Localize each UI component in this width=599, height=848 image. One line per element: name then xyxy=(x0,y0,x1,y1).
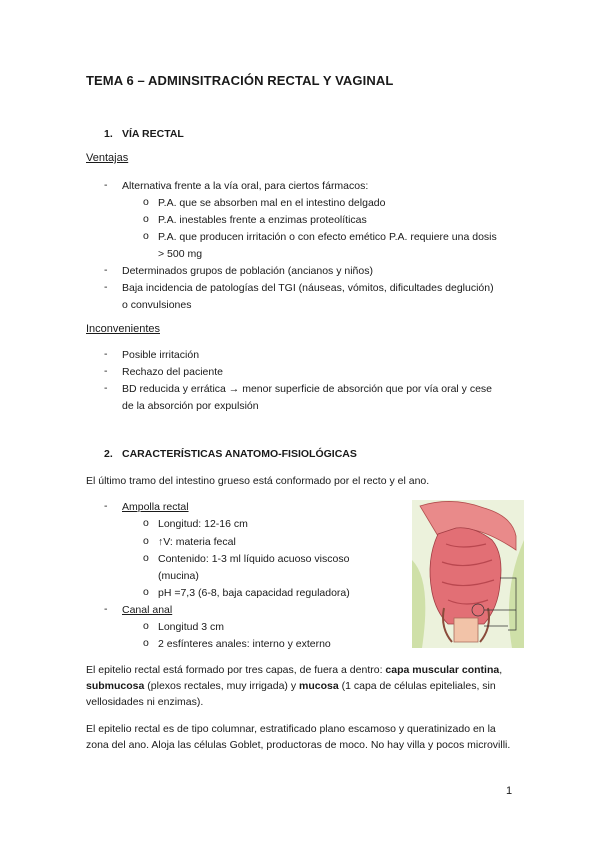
circle-bullet: o xyxy=(143,517,149,529)
ampolla-item-1: Longitud: 12-16 cm xyxy=(158,518,248,530)
ventaja-sub-2: P.A. inestables frente a enzimas proteolíticas xyxy=(158,214,367,226)
ampolla-label: Ampolla rectal xyxy=(122,501,189,513)
inconveniente-item-2: Rechazo del paciente xyxy=(122,366,223,378)
dash-bullet: - xyxy=(104,179,108,191)
inconveniente-item-3-cont: de la absorción por expulsión xyxy=(122,400,259,412)
section-1-heading xyxy=(104,128,184,140)
ventaja-sub-3-cont: > 500 mg xyxy=(158,248,203,260)
section-2-title: CARACTERÍSTICAS ANATOMO-FISIOLÓGICAS xyxy=(122,448,357,460)
section-1-number: 1. xyxy=(104,128,113,140)
dash-bullet: - xyxy=(104,348,108,360)
inconveniente-item-3: BD reducida y errática → menor superficie de absorción que por vía oral y cese xyxy=(122,383,493,395)
ampolla-item-3: Contenido: 1-3 ml líquido acuoso viscoso xyxy=(158,553,350,565)
circle-bullet: o xyxy=(143,196,149,208)
section-2-heading xyxy=(104,448,357,460)
inconveniente-item-1: Posible irritación xyxy=(122,349,200,361)
text-span: (plexos rectales, muy irrigada) y xyxy=(144,680,299,692)
bold-term: mucosa xyxy=(299,680,339,692)
section-1-title: VÍA RECTAL xyxy=(122,128,184,140)
ampolla-item-4: pH =7,3 (6-8, baja capacidad reguladora) xyxy=(158,587,350,599)
rectum-anatomy-illustration xyxy=(412,500,524,648)
dash-bullet: - xyxy=(104,603,108,615)
text-span: El epitelio rectal está formado por tres capas, de fuera a dentro: xyxy=(86,664,386,676)
section-2-number: 2. xyxy=(104,448,113,460)
ventaja-item-3-cont: o convulsiones xyxy=(122,299,192,311)
circle-bullet: o xyxy=(143,230,149,242)
text-span: , xyxy=(499,664,503,676)
dash-bullet: - xyxy=(104,500,108,512)
text-span: (1 capa de células epiteliales, sin vellosidades ni enzimas). xyxy=(86,680,496,708)
ventaja-item-1: Alternativa frente a la vía oral, para ciertos fármacos: xyxy=(122,180,369,192)
canal-item-2: 2 esfínteres anales: interno y externo xyxy=(158,638,331,650)
ventaja-sub-1: P.A. que se absorben mal en el intestino delgado xyxy=(158,197,386,209)
circle-bullet: o xyxy=(143,586,149,598)
circle-bullet: o xyxy=(143,620,149,632)
ampolla-item-2: ↑V: materia fecal xyxy=(158,536,236,548)
circle-bullet: o xyxy=(143,535,149,547)
document-title: TEMA 6 – ADMINSITRACIÓN RECTAL Y VAGINAL xyxy=(86,73,394,88)
dash-bullet: - xyxy=(104,264,108,276)
dash-bullet: - xyxy=(104,382,108,394)
inconvenientes-label: Inconvenientes xyxy=(86,323,160,335)
paragraph-epitelio: El epitelio rectal es de tipo columnar, estratificado plano escamoso y queratinizado en la zona del ano. Aloja las células Goblet, productoras de moco. No hay villa y pocos microvilli. xyxy=(86,723,511,751)
bold-term: submucosa xyxy=(86,680,145,692)
ventaja-item-3: Baja incidencia de patologías del TGI (náuseas, vómitos, dificultades deglución) xyxy=(122,282,494,294)
ampolla-item-3-cont: (mucina) xyxy=(158,570,199,582)
page-number: 1 xyxy=(506,785,513,797)
paragraph-capas xyxy=(86,662,516,710)
ventaja-sub-3: P.A. que producen irritación o con efecto emético P.A. requiere una dosis xyxy=(158,231,497,243)
circle-bullet: o xyxy=(143,552,149,564)
section-2-intro: El último tramo del intestino grueso está conformado por el recto y el ano. xyxy=(86,475,430,487)
canal-item-1: Longitud 3 cm xyxy=(158,621,224,633)
bold-term: capa muscular contina xyxy=(385,664,500,676)
canal-label: Canal anal xyxy=(122,604,173,616)
ventajas-label: Ventajas xyxy=(86,152,129,164)
circle-bullet: o xyxy=(143,213,149,225)
circle-bullet: o xyxy=(143,637,149,649)
dash-bullet: - xyxy=(104,281,108,293)
dash-bullet: - xyxy=(104,365,108,377)
ventaja-item-2: Determinados grupos de población (ancianos y niños) xyxy=(122,265,373,277)
